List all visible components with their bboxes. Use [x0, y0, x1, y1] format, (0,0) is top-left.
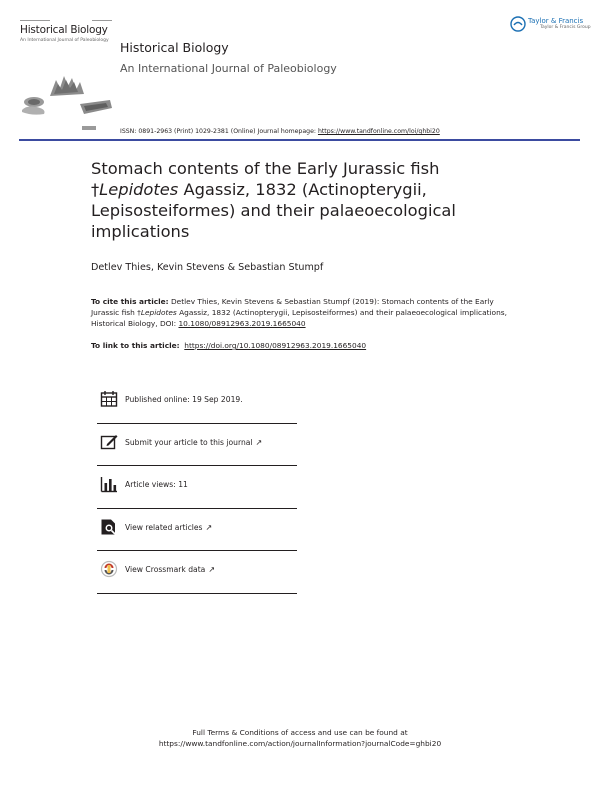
title-line2: Agassiz, 1832 (Actinopterygii,	[178, 180, 427, 199]
submit-article-row[interactable]	[97, 424, 297, 467]
publisher-logo-text: Taylor & Francis	[528, 17, 584, 25]
header-divider	[19, 139, 580, 141]
citation-label: To cite this article:	[91, 297, 169, 306]
article-info-list	[97, 381, 297, 594]
published-online-label: Published online: 19 Sep 2019.	[125, 395, 243, 404]
crossmark-link[interactable]: View Crossmark data ↗	[125, 565, 216, 574]
submit-article-link[interactable]: Submit your article to this journal ↗	[125, 437, 263, 447]
journal-homepage-link[interactable]: https://www.tandfonline.com/loi/ghbi20	[317, 128, 440, 135]
publisher-logo-icon	[510, 16, 526, 32]
article-doi-url[interactable]: https://doi.org/10.1080/08912963.2019.1665040	[184, 341, 367, 350]
citation-doi-link[interactable]: 10.1080/08912963.2019.1665040	[178, 319, 306, 328]
related-articles-icon	[100, 518, 118, 536]
citation-text2: Agassiz, 1832 (Actinopterygii, Lepisosteiformes) and their palaeoecological implications, Historical Biology, DOI:	[91, 308, 507, 328]
title-line4: implications	[91, 222, 190, 241]
article-link	[91, 341, 366, 350]
citation-text1: Detlev Thies, Kevin Stevens & Sebastian Stumpf (2019): Stomach contents of the Early Jurassic fish †	[91, 297, 494, 317]
title-line3: Lepisosteiformes) and their palaeoecological	[91, 201, 456, 220]
article-views-row	[97, 466, 297, 509]
publisher-logo[interactable]	[510, 16, 591, 36]
footer	[0, 727, 600, 749]
footer-line1: Full Terms & Conditions of access and use can be found at	[192, 728, 408, 737]
journal-subtitle: An International Journal of Paleobiology	[120, 62, 337, 75]
crossmark-row[interactable]	[97, 551, 297, 594]
external-link-icon: ↗	[205, 522, 213, 532]
external-link-icon: ↗	[255, 437, 263, 447]
citation-genus: Lepidotes	[140, 308, 177, 317]
cover-subtitle: An International Journal of Paleobiology	[20, 38, 109, 43]
issn-text: ISSN: 0891-2963 (Print) 1029-2381 (Online) Journal homepage:	[120, 128, 318, 135]
link-label: To link to this article:	[91, 341, 180, 350]
article-views-label: Article views: 11	[125, 480, 188, 489]
edit-icon	[100, 433, 118, 451]
calendar-icon	[100, 390, 118, 408]
article-title	[91, 158, 531, 242]
issn-line	[120, 128, 440, 135]
footer-terms-link[interactable]: https://www.tandfonline.com/action/journalInformation?journalCode=ghbi20	[158, 739, 442, 748]
related-articles-row[interactable]	[97, 509, 297, 552]
title-line1: Stomach contents of the Early Jurassic fish	[91, 159, 440, 178]
journal-title: Historical Biology	[120, 40, 229, 55]
published-online-row	[97, 381, 297, 424]
title-genus: Lepidotes	[99, 180, 179, 199]
journal-cover-thumbnail	[20, 18, 112, 130]
publisher-logo-subtext: Taylor & Francis Group	[540, 25, 591, 30]
citation	[91, 296, 521, 329]
cover-title: Historical Biology	[20, 24, 108, 36]
authors: Detlev Thies, Kevin Stevens & Sebastian Stumpf	[91, 262, 324, 273]
fossil-illustration-icon	[20, 18, 112, 130]
crossmark-icon	[100, 560, 118, 578]
bar-chart-icon	[100, 475, 118, 493]
title-dagger: †	[91, 180, 100, 199]
external-link-icon: ↗	[208, 565, 216, 574]
related-articles-link[interactable]: View related articles ↗	[125, 522, 213, 532]
